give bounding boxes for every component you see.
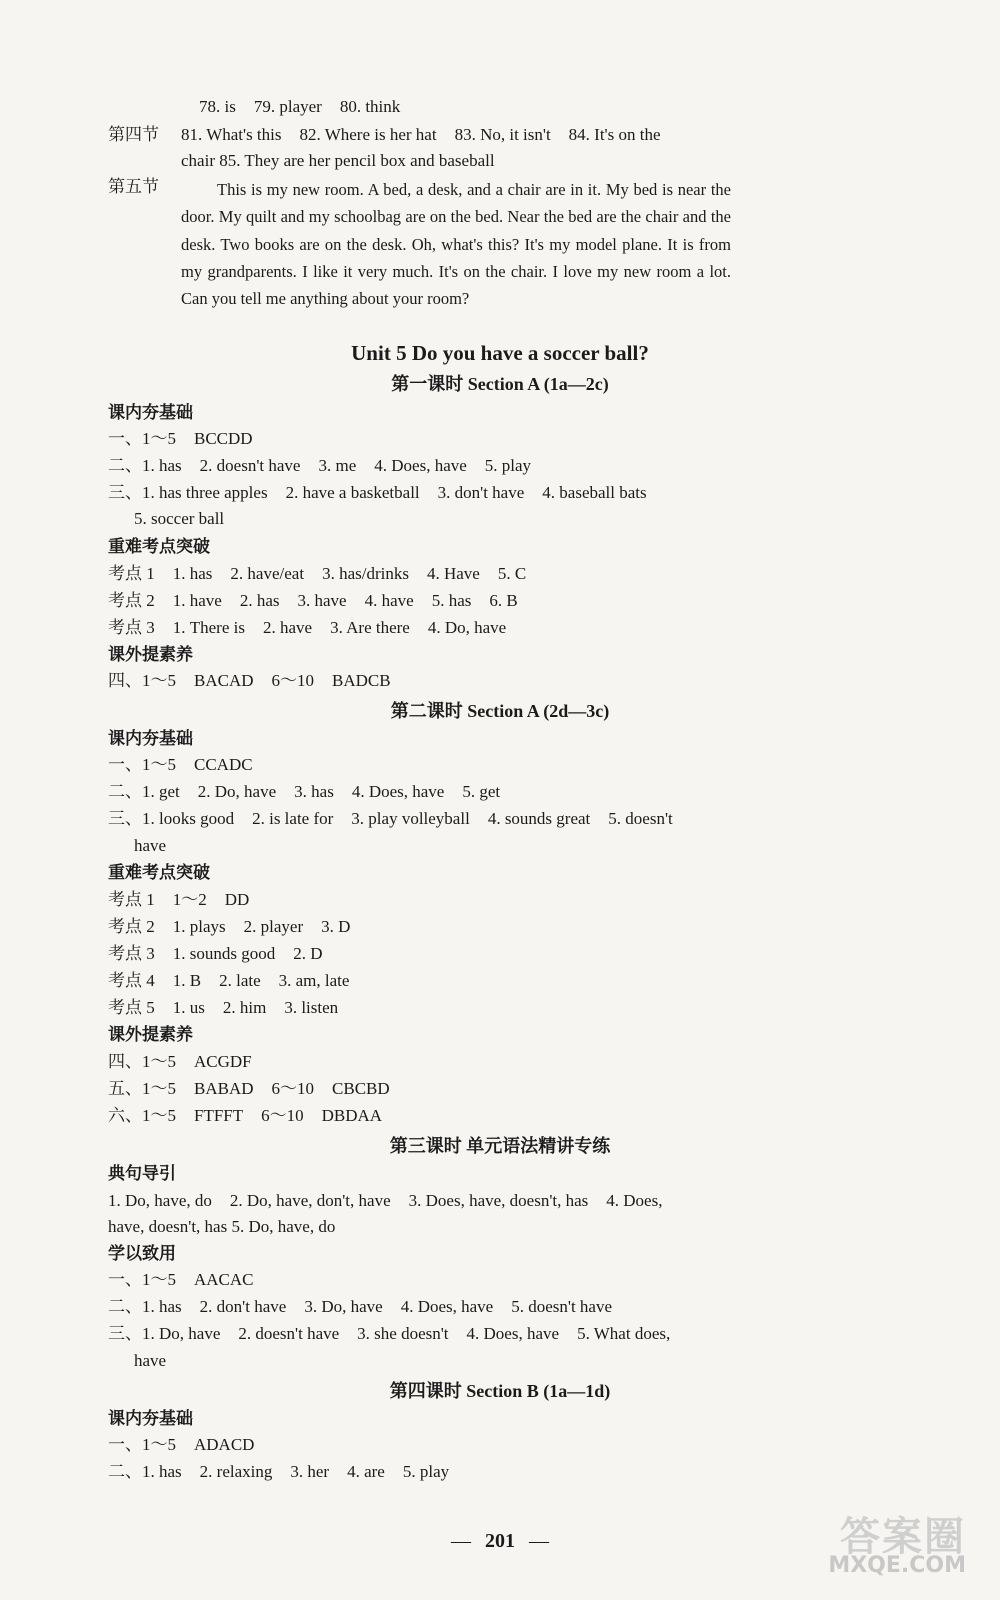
lesson-4-row-2: 二、1. has 2. relaxing 3. her 4. are 5. play [108, 1462, 450, 1481]
lesson-3-heading-practice: 学以致用 [108, 1244, 176, 1263]
lesson-1-heading-keypoints: 重难考点突破 [108, 537, 210, 556]
page-number: — 201 — [451, 1530, 549, 1552]
lesson-2-row-4: 四、1～5 ACGDF [108, 1052, 252, 1071]
lesson-4-heading-basics: 课内夯基础 [108, 1409, 193, 1428]
lesson-2-heading-extension: 课外提素养 [108, 1025, 193, 1044]
lesson-3-row-4: 三、1. Do, have 2. doesn't have 3. she doesn't 4. Does, have 5. What does, [108, 1324, 671, 1343]
lesson-3-row-1: 1. Do, have, do 2. Do, have, don't, have 3. Does, have, doesn't, has 4. Does, [108, 1191, 663, 1210]
lesson-2-row-3-cont: have [134, 836, 167, 855]
lesson-1-title: 第一课时 Section A (1a—2c) [391, 374, 609, 394]
lesson-1-heading-extension: 课外提素养 [108, 645, 193, 664]
lesson-2-keypoint-4: 考点 4 1. B 2. late 3. am, late [108, 971, 350, 990]
lesson-4-title: 第四课时 Section B (1a—1d) [389, 1381, 611, 1401]
lesson-3-title: 第三课时 单元语法精讲专练 [389, 1136, 611, 1156]
section-4-label: 第四节 [108, 125, 159, 144]
watermark-site: MXQE.COM [828, 1553, 966, 1578]
unit-title: Unit 5 Do you have a soccer ball? [351, 341, 649, 365]
section-4-line-1: 81. What's this 82. Where is her hat 83. No, it isn't 84. It's on the [181, 125, 661, 144]
lesson-3-heading-sentences: 典句导引 [108, 1164, 176, 1183]
lesson-1-row-3-cont: 5. soccer ball [134, 509, 225, 528]
lesson-2-heading-basics: 课内夯基础 [108, 729, 193, 748]
lesson-3-row-2: 一、1～5 AACAC [108, 1270, 254, 1289]
lesson-3-row-4-cont: have [134, 1351, 167, 1370]
lesson-2-row-6: 六、1～5 FTFFT 6～10 DBDAA [108, 1106, 383, 1125]
lesson-1-keypoint-2: 考点 2 1. have 2. has 3. have 4. have 5. has 6. B [108, 591, 518, 610]
section-5-label: 第五节 [108, 177, 159, 196]
lesson-2-row-2: 二、1. get 2. Do, have 3. has 4. Does, have 5. get [108, 782, 501, 801]
watermark-logo [794, 1505, 972, 1585]
lesson-1-heading-basics: 课内夯基础 [108, 403, 193, 422]
lesson-1-keypoint-1: 考点 1 1. has 2. have/eat 3. has/drinks 4. Have 5. C [108, 564, 527, 583]
section-5-paragraph: This is my new room. A bed, a desk, and a chair are in it. My bed is near the door. My quilt and my schoolbag are on the bed. Near the bed are the chair and the desk. Two books are on the desk. Oh, what's this? It's my model plane. It is from my grandparents. I like it very much. It's on the chair. I love my new room a lot. Can you tell me anything about your room? [181, 180, 731, 309]
lesson-2-title: 第二课时 Section A (2d—3c) [390, 701, 610, 721]
section-4-line-2: chair 85. They are her pencil box and baseball [181, 151, 495, 170]
lesson-1-row-1: 一、1～5 BCCDD [108, 429, 253, 448]
lesson-2-row-3: 三、1. looks good 2. is late for 3. play volleyball 4. sounds great 5. doesn't [108, 809, 673, 828]
lesson-2-keypoint-1: 考点 1 1～2 DD [108, 890, 250, 909]
lesson-2-row-1: 一、1～5 CCADC [108, 755, 253, 774]
lesson-2-row-5: 五、1～5 BABAD 6～10 CBCBD [108, 1079, 390, 1098]
lesson-4-row-1: 一、1～5 ADACD [108, 1435, 255, 1454]
lesson-2-keypoint-2: 考点 2 1. plays 2. player 3. D [108, 917, 351, 936]
lesson-2-keypoint-5: 考点 5 1. us 2. him 3. listen [108, 998, 339, 1017]
lesson-1-row-3: 三、1. has three apples 2. have a basketball 3. don't have 4. baseball bats [108, 483, 647, 502]
lesson-3-row-3: 二、1. has 2. don't have 3. Do, have 4. Does, have 5. doesn't have [108, 1297, 613, 1316]
answer-row-78: 78. is 79. player 80. think [199, 97, 401, 116]
watermark-brand: 答案圈 [840, 1514, 966, 1560]
lesson-1-row-2: 二、1. has 2. doesn't have 3. me 4. Does, have 5. play [108, 456, 532, 475]
lesson-1-row-4: 四、1～5 BACAD 6～10 BADCB [108, 671, 391, 690]
lesson-2-keypoint-3: 考点 3 1. sounds good 2. D [108, 944, 323, 963]
lesson-1-keypoint-3: 考点 3 1. There is 2. have 3. Are there 4. Do, have [108, 618, 507, 637]
lesson-3-row-1-cont: have, doesn't, has 5. Do, have, do [108, 1217, 336, 1236]
lesson-2-heading-keypoints: 重难考点突破 [108, 863, 210, 882]
